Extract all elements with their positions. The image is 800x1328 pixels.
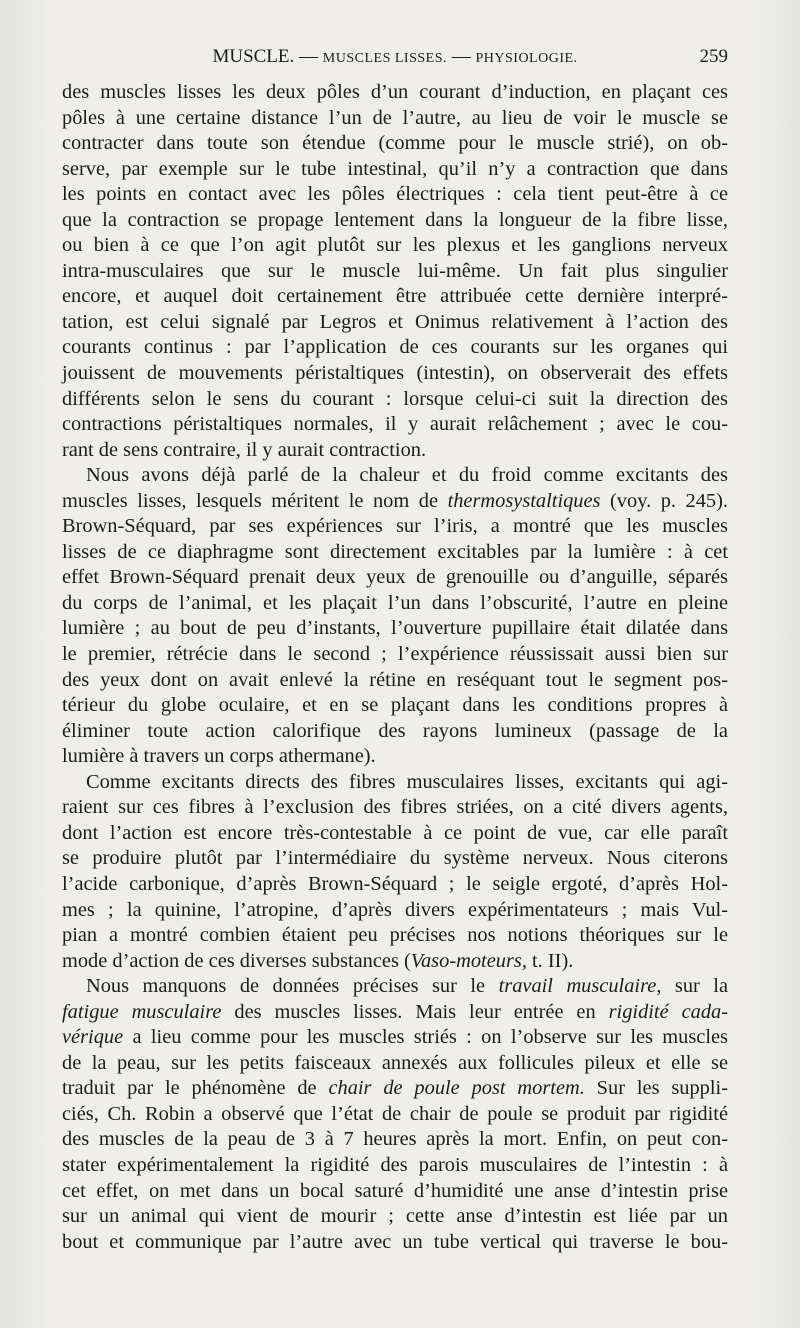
text-line xyxy=(62,872,728,898)
text-segment: jouissent de mouvements péristaltiques (intestin), on observerait des effets xyxy=(62,362,728,385)
text-segment: contractions péristaltiques normales, il y aurait relâchement ; avec le cou- xyxy=(62,413,728,436)
text-line xyxy=(62,1204,728,1230)
italic-text: fatigue musculaire xyxy=(62,1000,222,1023)
text-segment: pôles à une certaine distance l’un de l’autre, au lieu de voir le muscle se xyxy=(62,106,728,129)
text-line xyxy=(62,668,728,694)
text-segment: des yeux dont on avait enlevé la rétine en reséquant tout le segment pos- xyxy=(62,668,728,691)
running-title xyxy=(62,46,728,68)
header-subsection: MUSCLES LISSES. xyxy=(322,51,447,66)
italic-text: vérique xyxy=(62,1026,124,1049)
header-section: MUSCLE. xyxy=(212,46,295,67)
text-line xyxy=(62,795,728,821)
text-line xyxy=(62,540,728,566)
text-segment: tation, est celui signalé par Legros et Onimus relativement à l’action des xyxy=(62,310,728,333)
text-segment: intra-musculaires que sur le muscle lui-même. Un fait plus singulier xyxy=(62,259,728,282)
page-number: 259 xyxy=(699,46,728,67)
text-line xyxy=(62,565,728,591)
text-line xyxy=(62,1051,728,1077)
text-line xyxy=(62,1000,728,1026)
text-segment: de la peau, sur les petits faisceaux annexés aux follicules pileux et elle se xyxy=(62,1051,728,1074)
text-line xyxy=(62,591,728,617)
text-line xyxy=(62,106,728,132)
text-segment: courants continus : par l’application de ces courants sur les organes qui xyxy=(62,336,728,359)
text-segment: effet Brown-Séquard prenait deux yeux de grenouille ou d’anguille, séparés xyxy=(62,566,728,589)
text-line xyxy=(62,1230,728,1256)
text-segment: traduit par le phénomène de xyxy=(62,1077,329,1100)
text-segment: bout et communique par l’autre avec un tube vertical qui traverse le bou- xyxy=(62,1230,728,1253)
text-line xyxy=(62,616,728,642)
text-line xyxy=(62,898,728,924)
text-line xyxy=(62,770,728,796)
text-segment: encore, et auquel doit certainement être attribuée cette dernière interpré- xyxy=(62,285,728,308)
text-segment: le premier, rétrécie dans le second ; l’expérience réussissait aussi bien sur xyxy=(62,643,728,666)
text-line xyxy=(62,1025,728,1051)
text-line xyxy=(62,821,728,847)
text-line xyxy=(62,233,728,259)
text-line xyxy=(62,719,728,745)
text-line xyxy=(62,208,728,234)
text-segment: mes ; la quinine, l’atropine, d’après divers expérimentateurs ; mais Vul- xyxy=(62,898,728,921)
text-segment: se produire plutôt par l’intermédiaire du système nerveux. Nous citerons xyxy=(62,847,728,870)
text-segment: Sur les suppli- xyxy=(584,1077,728,1100)
text-segment: , sur la xyxy=(656,975,729,998)
running-header xyxy=(62,46,728,74)
text-segment: que la contraction se propage lentement dans la longueur de la fibre lisse, xyxy=(62,208,728,231)
text-line xyxy=(62,387,728,413)
text-segment: sur un animal qui vient de mourir ; cette anse d’intestin est liée par un xyxy=(62,1205,728,1228)
text-segment: l’acide carbonique, d’après Brown-Séquard ; le seigle ergoté, d’après Hol- xyxy=(62,872,728,895)
text-segment: ciés, Ch. Robin a observé que l’état de chair de poule se produit par rigidité xyxy=(62,1102,728,1125)
text-segment: a lieu comme pour les muscles striés : on l’observe sur les muscles xyxy=(123,1026,728,1049)
body-text xyxy=(62,80,728,1255)
text-segment: des muscles lisses. Mais leur entrée en xyxy=(221,1000,609,1023)
text-line xyxy=(62,131,728,157)
text-line xyxy=(62,642,728,668)
text-segment: lisses de ce diaphragme sont directement excitables par la lumière : à cet xyxy=(62,540,728,563)
text-segment: les points en contact avec les pôles électriques : cela tient peut-être à ce xyxy=(62,183,728,206)
text-segment: dont l’action est encore très-contestable à ce point de vue, car elle paraît xyxy=(62,821,728,844)
text-line xyxy=(62,310,728,336)
text-segment: mode d’action de ces diverses substances ( xyxy=(62,949,411,972)
italic-text: travail musculaire xyxy=(498,975,657,998)
text-segment: ou bien à ce que l’on agit plutôt sur les plexus et les ganglions nerveux xyxy=(62,234,728,257)
text-segment: des muscles de la peau de 3 à 7 heures après la mort. Enfin, on peut con- xyxy=(62,1128,728,1151)
text-line xyxy=(62,182,728,208)
text-line xyxy=(62,1153,728,1179)
text-line xyxy=(62,463,728,489)
text-line xyxy=(62,489,728,515)
text-segment: lumière ; au bout de peu d’instants, l’ouverture pupillaire était dilatée dans xyxy=(62,617,728,640)
text-segment: térieur du globe oculaire, et en se plaçant dans les conditions propres à xyxy=(62,694,728,717)
italic-text: thermosystaltiques xyxy=(447,489,601,512)
text-segment: éliminer toute action calorifique des rayons lumineux (passage de la xyxy=(62,719,728,742)
text-line xyxy=(62,744,728,770)
text-segment: contracter dans toute son étendue (comme pour le muscle strié), on ob- xyxy=(62,132,728,155)
text-line xyxy=(62,412,728,438)
italic-text: Vaso-moteurs xyxy=(410,949,522,972)
text-line xyxy=(62,514,728,540)
header-dash-1: — xyxy=(294,46,323,67)
text-segment: différents selon le sens du courant : lorsque celui-ci suit la direction des xyxy=(62,387,728,410)
text-segment: Brown-Séquard, par ses expériences sur l’iris, a montré que les muscles xyxy=(62,515,728,538)
text-line xyxy=(62,1102,728,1128)
text-line xyxy=(62,693,728,719)
text-segment: muscles lisses, lesquels méritent le nom de xyxy=(62,489,448,512)
text-line xyxy=(62,438,728,464)
text-segment: cet effet, on met dans un bocal saturé d’humidité une anse d’intestin prise xyxy=(62,1179,728,1202)
text-line xyxy=(62,1179,728,1205)
text-line xyxy=(62,846,728,872)
header-dash-2: — xyxy=(446,46,476,67)
text-line xyxy=(62,974,728,1000)
text-segment: du corps de l’animal, et les plaçait l’un dans l’obscurité, l’autre en pleine xyxy=(62,591,728,614)
text-line xyxy=(62,80,728,106)
header-topic: PHYSIOLOGIE. xyxy=(475,51,578,66)
text-segment: lumière à travers un corps athermane). xyxy=(62,745,376,768)
text-segment: raient sur ces fibres à l’exclusion des fibres striées, on a cité divers agents, xyxy=(62,796,728,819)
text-segment: Nous avons déjà parlé de la chaleur et du froid comme excitants des xyxy=(86,464,728,487)
text-line xyxy=(62,284,728,310)
text-line xyxy=(62,1127,728,1153)
text-line xyxy=(62,1076,728,1102)
text-line xyxy=(62,157,728,183)
text-segment: Comme excitants directs des fibres musculaires lisses, excitants qui agi- xyxy=(86,770,728,793)
text-segment: , t. II). xyxy=(521,949,574,972)
text-segment: des muscles lisses les deux pôles d’un courant d’induction, en plaçant ces xyxy=(62,81,728,103)
text-segment: serve, par exemple sur le tube intestinal, qu’il n’y a contraction que dans xyxy=(62,157,728,180)
text-line xyxy=(62,923,728,949)
text-segment: Nous manquons de données précises sur le xyxy=(86,975,499,998)
text-segment: (voy. p. 245). xyxy=(600,489,728,512)
italic-text: chair de poule post mortem. xyxy=(328,1077,585,1100)
text-segment: rant de sens contraire, il y aurait contraction. xyxy=(62,438,427,461)
italic-text: rigidité cada- xyxy=(608,1000,729,1023)
text-segment: stater expérimentalement la rigidité des parois musculaires de l’intestin : à xyxy=(62,1153,728,1176)
text-line xyxy=(62,949,728,975)
text-line xyxy=(62,361,728,387)
text-segment: pian a montré combien étaient peu précises nos notions théoriques sur le xyxy=(62,924,728,947)
text-line xyxy=(62,259,728,285)
text-line xyxy=(62,335,728,361)
